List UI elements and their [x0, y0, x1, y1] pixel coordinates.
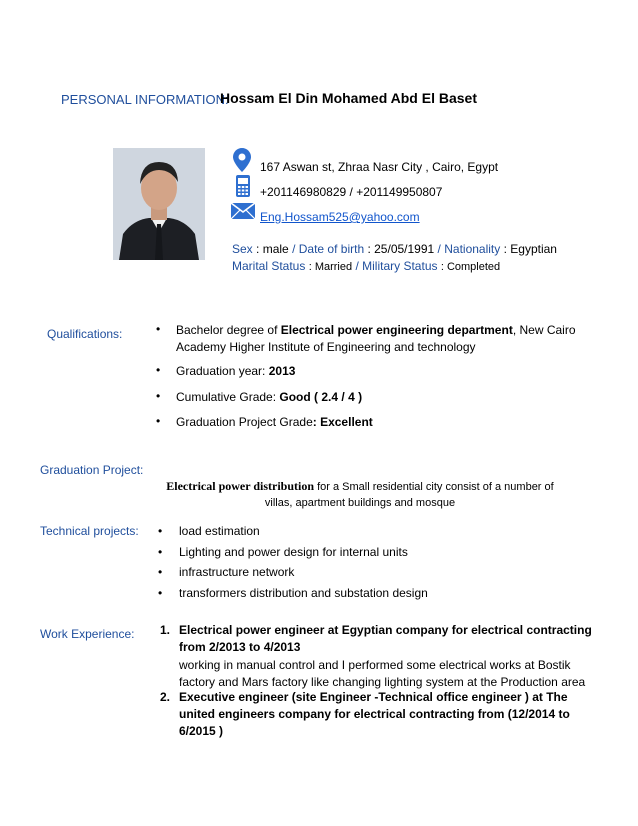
item-text: infrastructure network: [179, 565, 295, 579]
job1-desc-line2: factory and Mars factory like changing lighting system at the Production area: [179, 675, 586, 689]
separator: /: [292, 242, 296, 256]
job2-title: [179, 689, 599, 740]
military-label: Military Status: [362, 259, 438, 273]
q1-pre: Bachelor degree of: [176, 323, 281, 337]
phone-text: +201146980829 / +201149950807: [260, 185, 443, 199]
military-value: : Completed: [440, 261, 501, 273]
project-title: Electrical power distribution: [166, 479, 315, 493]
job1-title: [179, 622, 599, 656]
list-item: [158, 523, 598, 544]
mobile-phone-icon: [235, 175, 251, 202]
q1-bold: Electrical power engineering department: [280, 323, 513, 337]
q1-post: , New Cairo: [512, 323, 576, 337]
list-item: [158, 544, 598, 565]
qualification-project-grade: [176, 414, 373, 431]
job1-title-line2: from 2/2013 to 4/2013: [179, 640, 301, 654]
q2-pre: Graduation year:: [176, 364, 269, 378]
q4-bold: : Excellent: [312, 415, 373, 429]
q4-pre: Graduation Project Grade: [176, 415, 313, 429]
bullet: •: [156, 414, 161, 428]
q3-bold: Good ( 2.4 / 4 ): [279, 390, 363, 404]
sex-label: Sex: [232, 242, 253, 256]
bullet: •: [158, 544, 163, 559]
project-desc-line1: for a Small residential city consist of a number of: [314, 481, 554, 493]
email-link[interactable]: Eng.Hossam525@yahoo.com: [260, 210, 420, 224]
marital-label: Marital Status: [232, 259, 306, 273]
marital-value: : Married: [308, 261, 353, 273]
email-row: [260, 209, 420, 226]
section-label: PERSONAL INFORMATION:: [61, 92, 229, 107]
personal-details-line1: [232, 241, 557, 258]
graduation-project-label: Graduation Project:: [40, 463, 144, 477]
qualification-degree: [176, 322, 576, 356]
bullet: •: [158, 585, 163, 600]
qualification-grade: [176, 389, 362, 406]
q1-line2: Academy Higher Institute of Engineering and technology: [176, 340, 476, 354]
sex-value: : male: [256, 242, 289, 256]
bullet: •: [156, 322, 161, 336]
job2-title-line1: Executive engineer (site Engineer -Technical office engineer ) at The: [179, 690, 568, 704]
q2-bold: 2013: [268, 364, 296, 378]
job1-description: [179, 657, 599, 691]
envelope-icon: [231, 203, 255, 224]
item-text: transformers distribution and substation design: [179, 585, 428, 600]
graduation-project-description: [140, 478, 580, 511]
separator: /: [355, 259, 359, 273]
job2-number: 2.: [160, 690, 171, 704]
nationality-value: : Egyptian: [503, 242, 557, 256]
technical-projects-label: Technical projects:: [40, 524, 139, 538]
profile-photo: [113, 148, 205, 260]
address-text: 167 Aswan st, Zhraa Nasr City , Cairo, Egypt: [260, 160, 499, 174]
personal-info-label: [61, 92, 229, 107]
item-text: Lighting and power design for internal units: [179, 544, 408, 559]
job2-title-line2: united engineers company for electrical contracting from (12/2014 to: [179, 707, 570, 721]
qualification-year: [176, 363, 295, 380]
job2-title-line3: 6/2015 ): [179, 724, 224, 738]
separator: /: [437, 242, 441, 256]
item-text: load estimation: [179, 524, 260, 538]
job1-title-line1: Electrical power engineer at Egyptian company for electrical contracting: [179, 623, 592, 637]
bullet: •: [158, 565, 163, 579]
dob-value: : 25/05/1991: [367, 242, 435, 256]
bullet: •: [156, 389, 161, 403]
project-desc-line2: villas, apartment buildings and mosque: [264, 497, 456, 509]
nationality-label: Nationality: [444, 242, 501, 256]
location-pin-icon: [233, 148, 251, 177]
work-experience-label: Work Experience:: [40, 627, 135, 641]
bullet: •: [156, 363, 161, 377]
q3-pre: Cumulative Grade:: [176, 390, 280, 404]
candidate-name: Hossam El Din Mohamed Abd El Baset: [220, 90, 477, 106]
list-item: [158, 585, 598, 606]
dob-label: Date of birth: [298, 242, 365, 256]
personal-details-line2: [232, 258, 500, 276]
job1-desc-line1: working in manual control and I performed some electrical works at Bostik: [179, 658, 571, 672]
qualifications-label: Qualifications:: [47, 327, 123, 341]
job1-number: 1.: [160, 623, 171, 637]
bullet: •: [158, 524, 163, 538]
technical-projects-list: [158, 523, 598, 605]
list-item: [158, 564, 598, 585]
